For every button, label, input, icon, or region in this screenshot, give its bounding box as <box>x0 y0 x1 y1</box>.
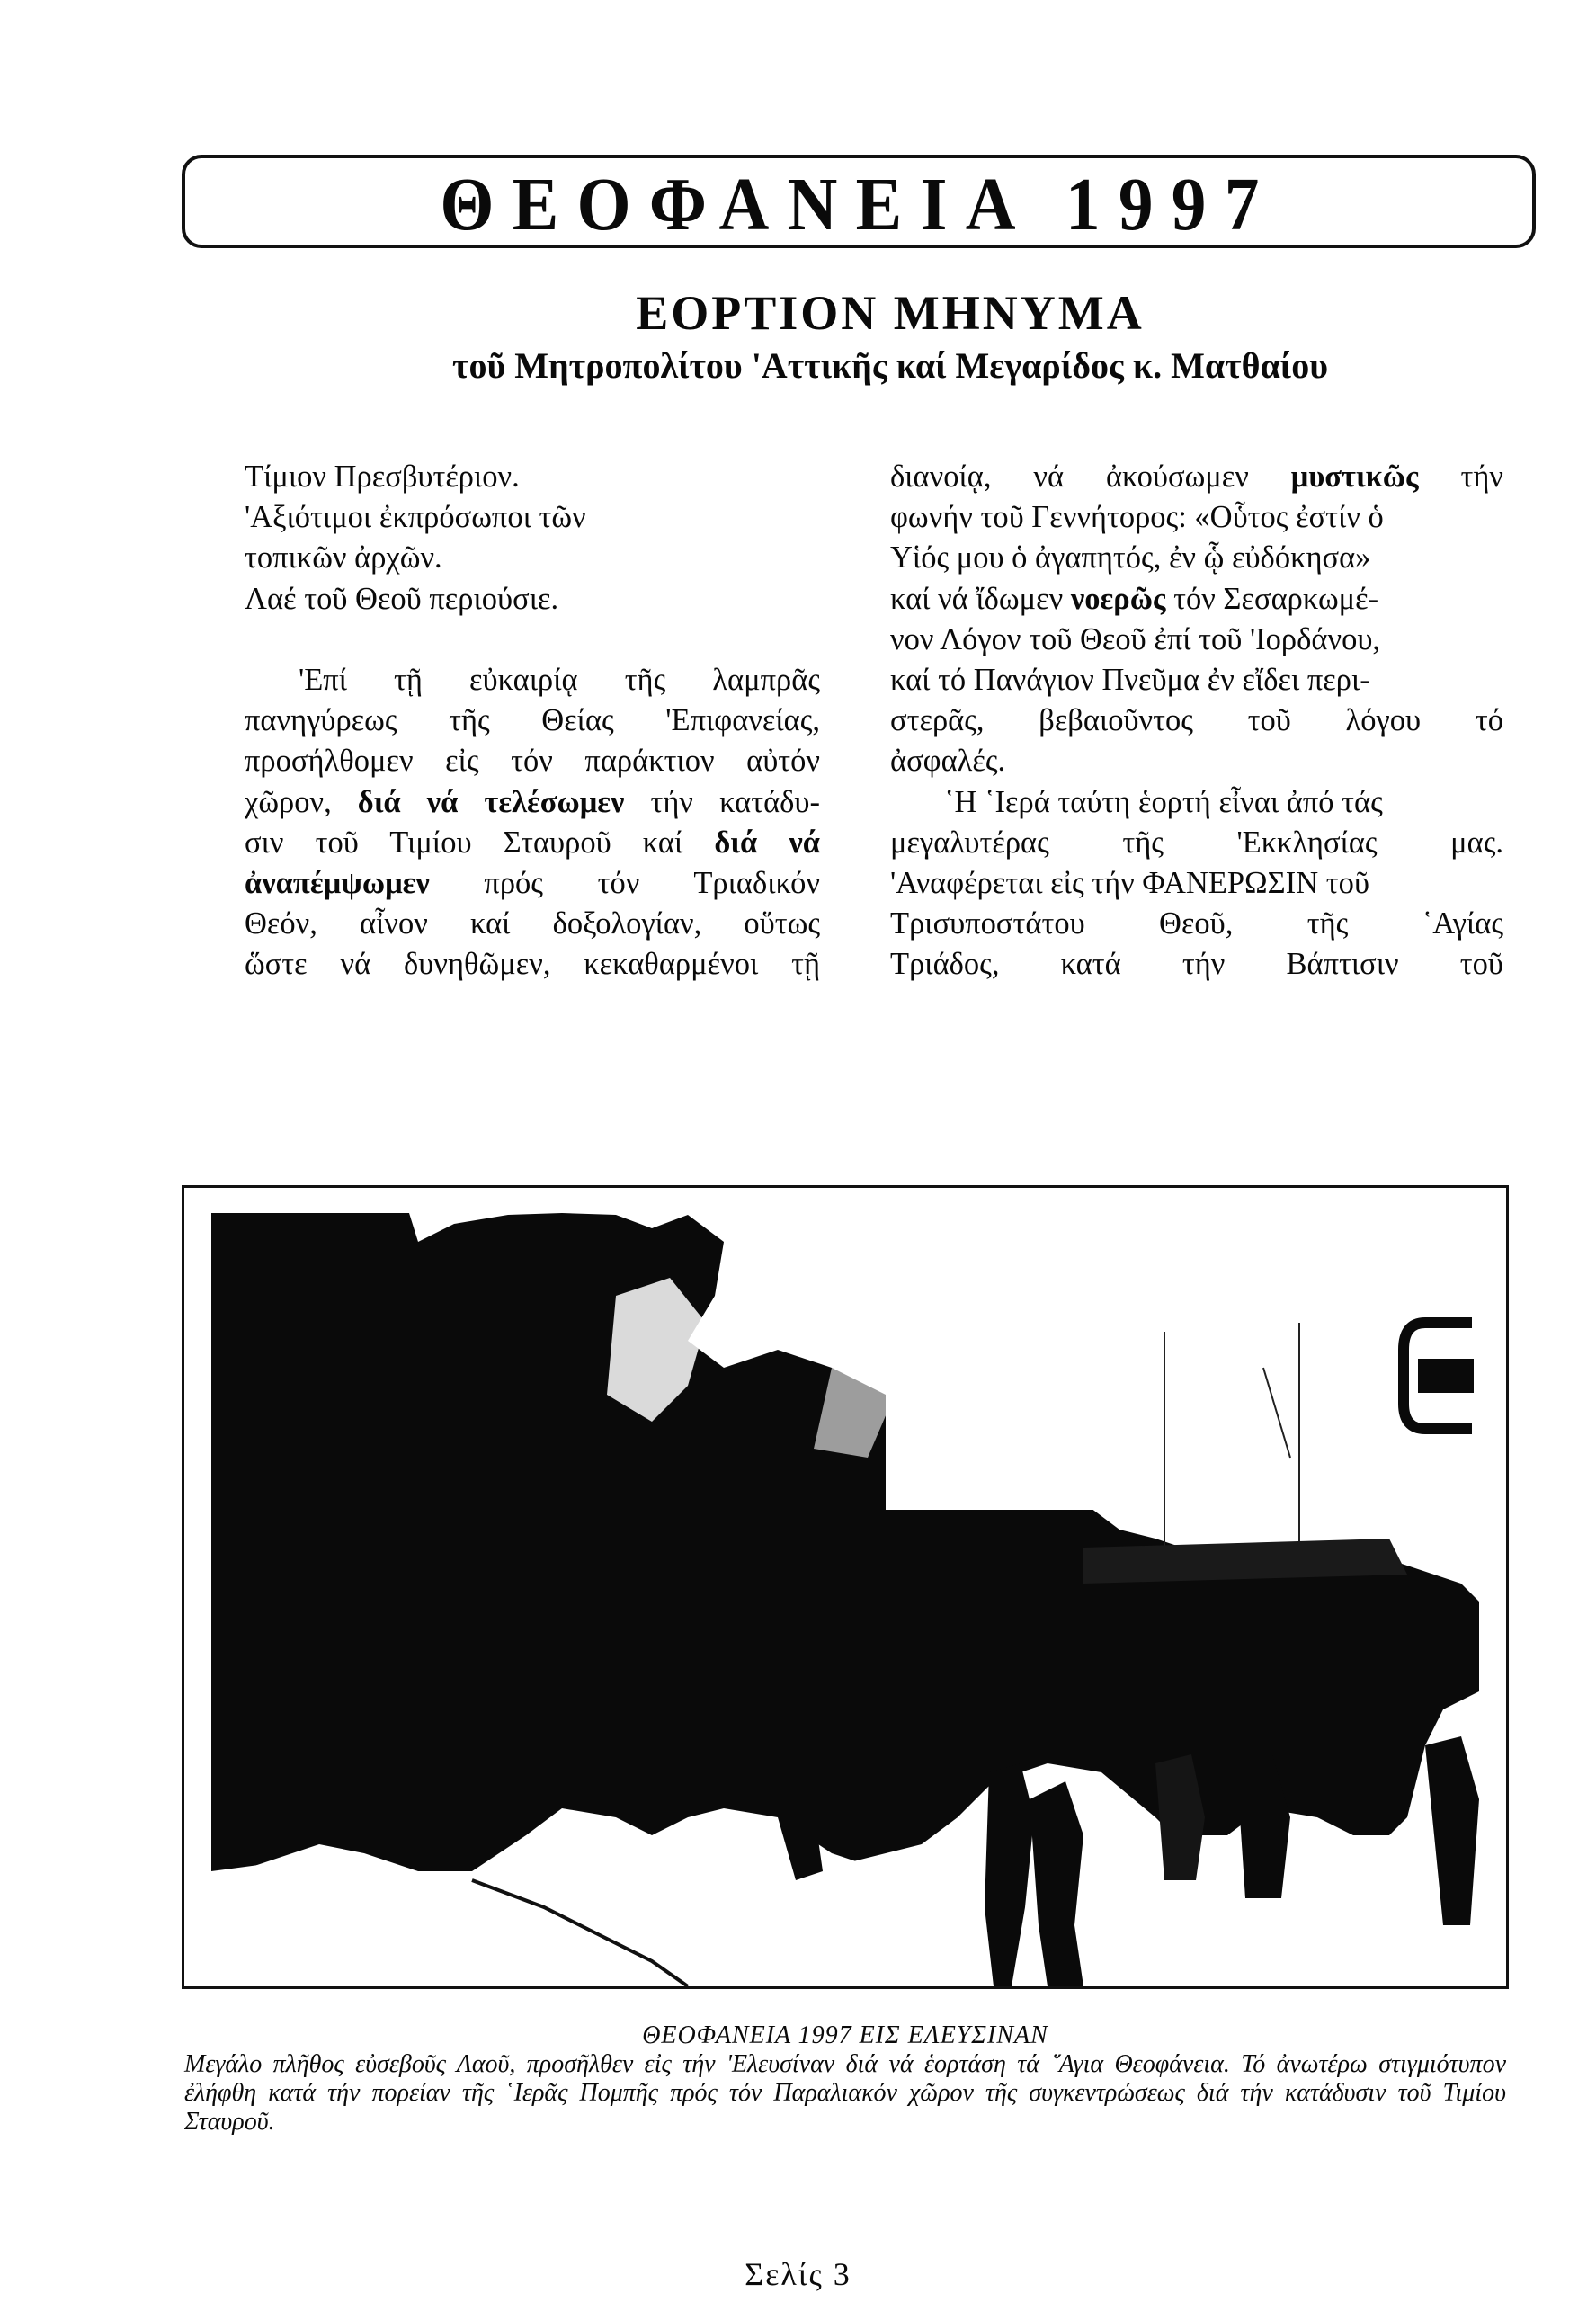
bold-text: νοερῶς <box>1070 581 1166 616</box>
text-line <box>245 700 820 741</box>
text-run: στερᾶς, βεβαιοῦντος τοῦ λόγου τό <box>890 703 1503 738</box>
text-line <box>245 944 820 985</box>
text-line <box>890 904 1503 944</box>
caption-title: ΘΕΟΦΑΝΕΙΑ 1997 ΕΙΣ ΕΛΕΥΣΙΝΑΝ <box>642 2021 1048 2049</box>
text-line <box>890 538 1503 578</box>
greeting-line: Τίμιον Πρεσβυτέριον. <box>245 460 520 494</box>
text-line <box>890 579 1503 620</box>
page-number: Σελίς 3 <box>745 2256 851 2292</box>
message-heading: ΕΟΡΤΙΟΝ ΜΗΝΥΜΑ <box>636 286 1145 340</box>
text-run: πανηγύρεως τῆς Θείας 'Επιφανείας, <box>245 703 820 738</box>
text-line <box>890 944 1503 985</box>
text-line <box>890 457 1503 497</box>
title-box <box>182 155 1536 248</box>
text-run: νον Λόγον τοῦ Θεοῦ ἐπί τοῦ 'Ιορδάνου, <box>890 621 1381 656</box>
message-subheading: τοῦ Μητροπολίτου 'Αττικῆς καί Μεγαρίδος κ. Ματθαίου <box>452 345 1328 386</box>
text-run: χῶρον, <box>245 784 358 819</box>
greeting-line: Λαέ τοῦ Θεοῦ περιούσιε. <box>245 581 559 616</box>
text-run: 'Επί τῇ εὐκαιρίᾳ τῆς λαμπρᾶς <box>299 662 820 697</box>
text-line <box>245 782 820 823</box>
left-column <box>245 457 820 985</box>
text-line <box>890 700 1503 741</box>
bold-text: μυστικῶς <box>1290 460 1419 494</box>
procession-photo <box>184 1188 1506 1986</box>
bold-text: ἀναπέμψωμεν <box>245 865 430 900</box>
text-run: φωνήν τοῦ Γεννήτορος: «Οὗτος ἐστίν ὁ <box>890 500 1384 535</box>
text-line <box>890 863 1503 904</box>
text-run: διανοίᾳ, νά ἀκούσωμεν <box>890 460 1291 494</box>
bold-text: διά νά τελέσωμεν <box>357 784 625 819</box>
photo-caption <box>184 2021 1506 2137</box>
bold-text: διά νά <box>714 825 820 860</box>
text-line <box>890 823 1503 863</box>
text-run: ὥστε νά δυνηθῶμεν, κεκαθαρμένοι τῇ <box>245 947 820 982</box>
text-run: σιν τοῦ Τιμίου Σταυροῦ καί <box>245 825 715 860</box>
text-run: τόν Σεσαρκωμέ- <box>1165 581 1379 616</box>
text-run: ῾Η ῾Ιερά ταύτη ἑορτή εἶναι ἀπό τάς <box>944 784 1383 819</box>
text-line <box>245 660 820 700</box>
text-run: Τρισυποστάτου Θεοῦ, τῆς ῾Αγίας <box>890 906 1503 941</box>
right-paragraph <box>890 457 1503 985</box>
greeting-line: 'Αξιότιμοι ἐκπρόσωποι τῶν <box>245 500 586 535</box>
text-line <box>245 823 820 863</box>
text-run: Υἱός μου ὁ ἀγαπητός, ἐν ᾧ εὐδόκησα» <box>890 540 1371 576</box>
text-line <box>245 741 820 781</box>
photo-frame <box>182 1185 1509 1989</box>
text-line <box>890 782 1503 823</box>
text-run: τήν κατάδυ- <box>624 784 820 819</box>
text-line <box>890 497 1503 538</box>
caption-body: Μεγάλο πλῆθος εὐσεβοῦς Λαοῦ, προσῆλθεν εἰς τήν 'Ελευσίναν διά νά ἑορτάση τά ῞Αγια Θεοφάνεια. Τό ἀνωτέρω στιγμιότυπον ἐλήφθη κατά τήν πορείαν τῆς ῾Ιερᾶς Πομπῆς πρός τόν Παραλιακόν χῶρον τῆς συγκεντρώσεως διά τήν κατάδυσιν τοῦ Τιμίου Σταυροῦ. <box>184 2050 1506 2136</box>
text-run: καί τό Πανάγιον Πνεῦμα ἐν εἴδει περι- <box>890 662 1370 697</box>
text-run: ἀσφαλές. <box>890 744 1006 779</box>
text-run: 'Αναφέρεται εἰς τήν ΦΑΝΕΡΩΣΙΝ τοῦ <box>890 865 1369 900</box>
page-title: ΘΕΟΦΑΝΕΙΑ 1997 <box>440 163 1278 246</box>
paragraph-gap <box>245 620 820 660</box>
text-line <box>245 904 820 944</box>
text-line <box>890 741 1503 781</box>
text-line <box>890 660 1503 700</box>
text-run: καί νά ἴδωμεν <box>890 581 1071 616</box>
left-paragraph <box>245 660 820 986</box>
text-run: προσήλθομεν εἰς τόν παράκτιον αὐτόν <box>245 744 820 779</box>
text-run: Τριάδος, κατά τήν Βάπτισιν τοῦ <box>890 947 1503 982</box>
right-column <box>890 457 1503 985</box>
text-run: πρός τόν Τριαδικόν <box>429 865 820 900</box>
text-run: μεγαλυτέρας τῆς 'Εκκλησίας μας. <box>890 825 1503 860</box>
text-line <box>890 620 1503 660</box>
greeting-line: τοπικῶν ἀρχῶν. <box>245 540 442 576</box>
text-run: τήν <box>1418 460 1503 494</box>
text-line <box>245 863 820 904</box>
text-run: Θεόν, αἶνον καί δοξολογίαν, οὕτως <box>245 906 820 941</box>
